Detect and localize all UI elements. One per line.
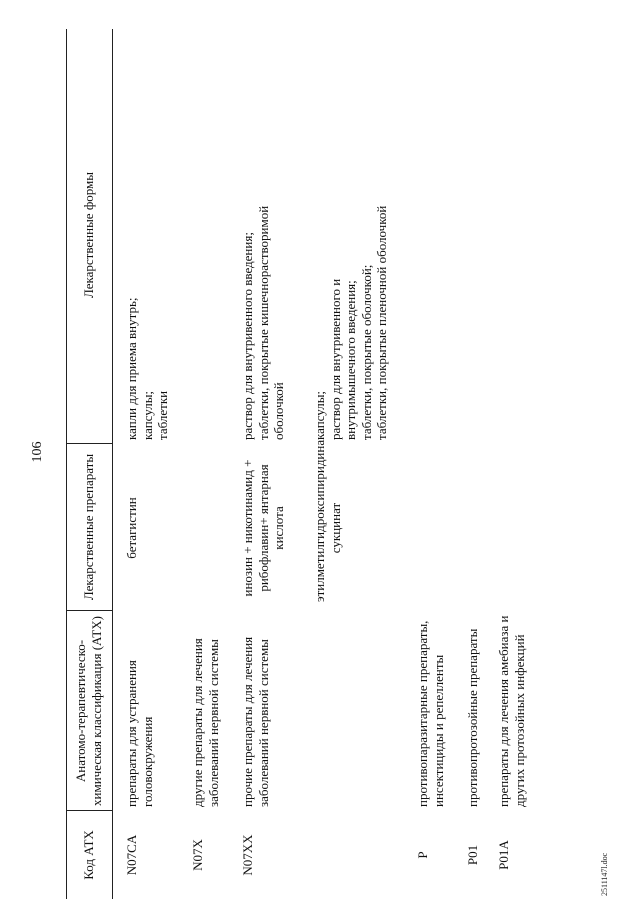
drug-name-line: инозин + никотинамид + <box>240 459 255 597</box>
dosage-forms-line: таблетки, покрытые пленочной оболочкой <box>374 205 389 440</box>
dosage-forms-line: таблетки, покрытые оболочкой; <box>358 264 374 440</box>
dosage-forms-line: внутримышечного введения; <box>343 280 358 440</box>
drug-name-cell <box>312 439 343 602</box>
drug-name-cell <box>240 454 287 602</box>
drug-name-line: рибофлавин+ янтарная <box>255 464 271 592</box>
atc-classification-cell <box>240 637 271 807</box>
drug-name-line: этилметилгидроксипиридина <box>312 439 327 602</box>
atc-classification-line: заболеваний нервной системы <box>205 639 221 807</box>
atc-classification-line: головокружения <box>139 716 155 807</box>
atc-code-cell <box>465 811 481 899</box>
drug-name-line: бетагистин <box>124 497 139 559</box>
atc-classification-line: других протозойных инфекций <box>511 634 527 807</box>
atc-code-cell <box>124 811 140 899</box>
atc-classification-cell <box>190 638 221 807</box>
atc-classification-line: прочие препараты для лечения <box>240 636 255 807</box>
atc-classification-line: препараты для лечения амебиаза и <box>496 615 511 807</box>
dosage-forms-cell <box>240 206 287 440</box>
dosage-forms-cell <box>312 206 390 440</box>
atc-code-cell <box>496 811 512 899</box>
table-header-rule <box>112 29 113 899</box>
drug-name-line: сукцинат <box>327 502 343 554</box>
header-divider-2 <box>66 610 112 611</box>
page-number: 106 <box>30 441 45 463</box>
document-footer: 2511147l.doc <box>600 852 609 896</box>
dosage-forms-line: капсулы; <box>312 390 327 440</box>
dosage-forms-line: раствор для внутривенного и <box>327 278 343 440</box>
atc-classification-cell <box>496 616 527 808</box>
atc-code: P01A <box>496 840 511 870</box>
atc-classification-line: инсектициды и репелленты <box>430 654 446 807</box>
atc-classification-cell <box>124 660 155 807</box>
dosage-forms-line: таблетки, покрытые кишечнорастворимой <box>255 205 271 440</box>
dosage-forms-line: таблетки <box>155 390 170 440</box>
dosage-forms-line: оболочкой <box>271 382 286 440</box>
dosage-forms-line: капли для приема внутрь; <box>124 297 139 440</box>
atc-classification-line: противопаразитарные препараты, <box>415 620 430 807</box>
atc-code: N07X <box>190 839 205 871</box>
drug-name-line: кислота <box>271 506 286 550</box>
header-atc-classification: Анатомо-терапевтическо-химическая классификация (АТХ) <box>73 616 104 806</box>
drug-name-cell <box>124 454 140 602</box>
atc-code: P <box>415 851 430 859</box>
atc-classification-line: противопротозойные препараты <box>465 628 480 807</box>
dosage-forms-cell <box>124 297 171 440</box>
header-dosage-forms: Лекарственные формы <box>81 171 96 299</box>
atc-code-cell <box>240 811 256 899</box>
atc-code-cell <box>415 811 431 899</box>
atc-code: P01 <box>465 844 480 866</box>
atc-classification-line: заболеваний нервной системы <box>255 639 271 807</box>
atc-classification-cell <box>415 621 446 807</box>
dosage-forms-line: раствор для внутривенного введения; <box>240 232 255 440</box>
atc-classification-line: препараты для устранения <box>124 660 139 807</box>
atc-code: N07CA <box>124 834 139 876</box>
header-drugs: Лекарственные препараты <box>81 453 96 601</box>
atc-classification-cell <box>465 629 481 807</box>
header-code: Код АТХ <box>81 830 96 880</box>
dosage-forms-line: капсулы; <box>139 390 155 440</box>
atc-code-cell <box>190 811 206 899</box>
atc-classification-line: другие препараты для лечения <box>190 638 205 807</box>
atc-code: N07XX <box>240 834 255 876</box>
header-divider-3 <box>66 443 112 444</box>
